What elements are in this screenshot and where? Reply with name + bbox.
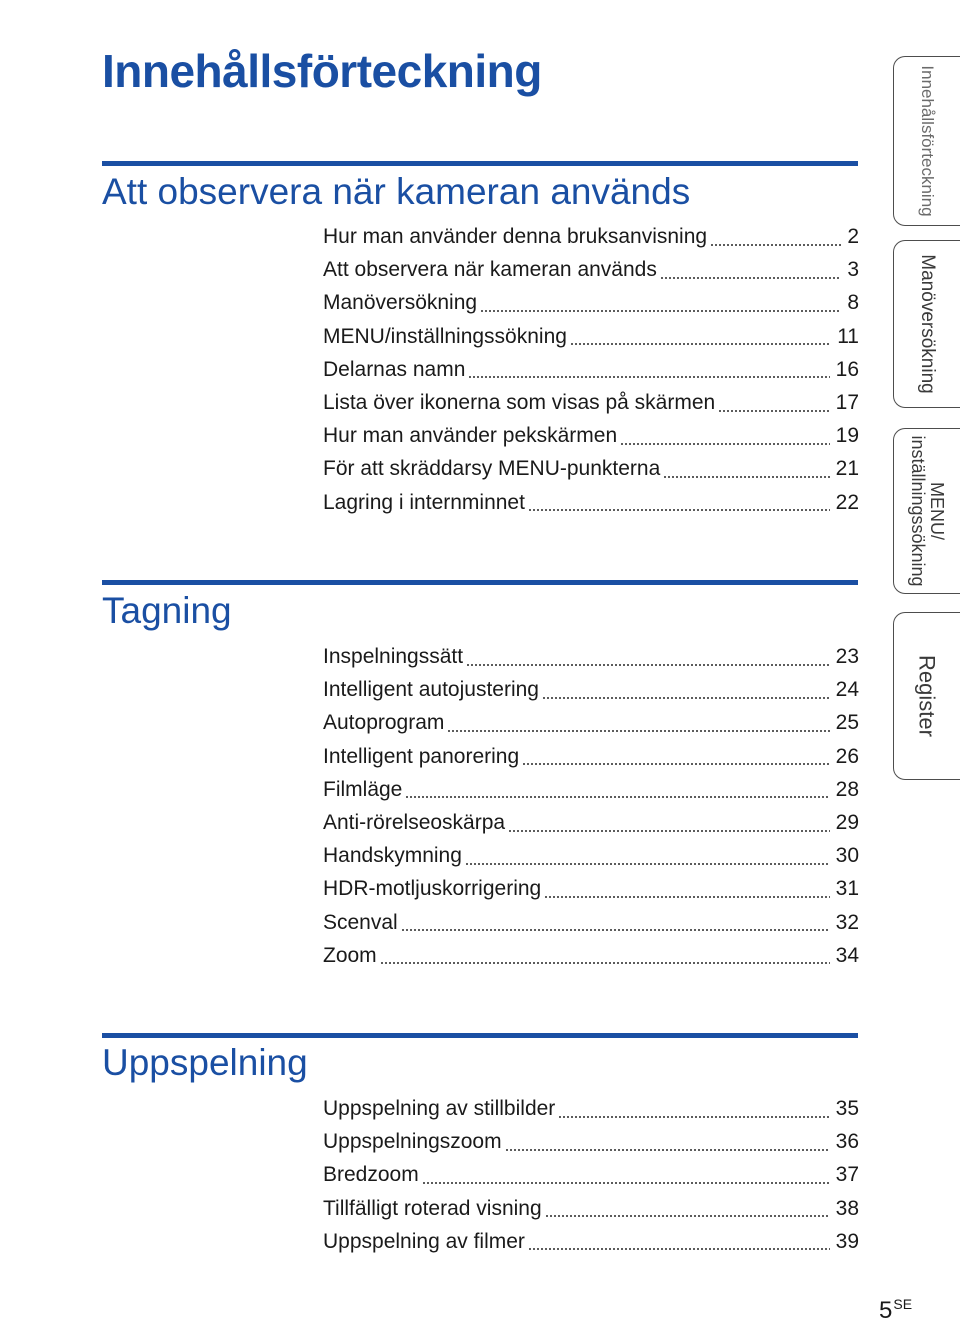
- dot-leader: [405, 796, 829, 798]
- tab-index-label: Register: [914, 655, 940, 737]
- toc-entry-page: 11: [837, 324, 859, 348]
- toc-entry-label: Delarnas namn: [323, 357, 466, 381]
- toc-entry-page: 35: [835, 1097, 859, 1120]
- toc-entry[interactable]: [323, 745, 859, 778]
- toc-entry-page: 19: [835, 424, 859, 448]
- toc-entry-label: Zoom: [323, 943, 377, 967]
- toc-entry[interactable]: [323, 424, 859, 457]
- dot-leader: [545, 1215, 830, 1217]
- section-rule: [102, 161, 858, 166]
- dot-leader: [480, 310, 841, 312]
- toc-entry-page: 21: [835, 457, 859, 481]
- toc-entry[interactable]: [323, 325, 859, 358]
- dot-leader: [522, 763, 830, 765]
- toc-entry-page: 22: [835, 490, 859, 514]
- dot-leader: [544, 896, 829, 898]
- toc-entry-label: Lagring i internminnet: [323, 490, 525, 514]
- dot-leader: [660, 277, 841, 279]
- toc-entry[interactable]: [323, 291, 859, 324]
- toc-entry-page: 25: [835, 711, 859, 735]
- dot-leader: [380, 962, 830, 964]
- tab-operation-search[interactable]: [893, 240, 960, 408]
- toc-entry-page: 23: [835, 645, 859, 668]
- toc-entry-page: 2: [847, 225, 859, 248]
- section-rule: [102, 580, 858, 585]
- toc-list: [323, 1097, 859, 1263]
- toc-entry-page: 28: [835, 777, 859, 801]
- toc-entry-label: Intelligent autojustering: [323, 678, 539, 702]
- toc-entry-label: Filmläge: [323, 777, 403, 801]
- toc-entry[interactable]: [323, 1230, 859, 1263]
- toc-entry-label: Uppspelningszoom: [323, 1130, 502, 1154]
- toc-entry[interactable]: [323, 811, 859, 844]
- toc-list: [323, 225, 859, 524]
- dot-leader: [447, 730, 829, 732]
- toc-entry-page: 3: [847, 258, 859, 282]
- section-title: Uppspelning: [102, 1042, 308, 1083]
- dot-leader: [466, 664, 830, 666]
- toc-entry-label: För att skräddarsy MENU-punkterna: [323, 457, 661, 481]
- dot-leader: [528, 1248, 830, 1250]
- toc-entry[interactable]: [323, 1130, 859, 1163]
- toc-entry-label: Handskymning: [323, 844, 462, 868]
- toc-entry[interactable]: [323, 678, 859, 711]
- tab-menu-line2: inställningssökning: [908, 435, 928, 587]
- toc-entry[interactable]: [323, 877, 859, 910]
- tab-menu-settings-search[interactable]: [893, 428, 960, 594]
- toc-entry[interactable]: [323, 1197, 859, 1230]
- toc-entry-label: Hur man använder pekskärmen: [323, 424, 618, 448]
- toc-entry-page: 39: [835, 1229, 859, 1253]
- toc-entry[interactable]: [323, 391, 859, 424]
- toc-entry-page: 30: [835, 844, 859, 868]
- toc-entry[interactable]: [323, 457, 859, 490]
- page-number-value: 5: [879, 1297, 893, 1324]
- dot-leader: [620, 443, 829, 445]
- toc-entry-label: Hur man använder denna bruksanvisning: [323, 225, 708, 248]
- dot-leader: [468, 376, 829, 378]
- tab-operation-search-label: Manöversökning: [916, 254, 938, 394]
- toc-entry-label: Uppspelning av stillbilder: [323, 1097, 556, 1120]
- toc-entry[interactable]: [323, 358, 859, 391]
- toc-entry-page: 38: [835, 1196, 859, 1220]
- dot-leader: [718, 410, 829, 412]
- page-number-suffix: SE: [893, 1296, 913, 1312]
- dot-leader: [528, 509, 830, 511]
- dot-leader: [465, 863, 830, 865]
- tab-index[interactable]: [893, 612, 960, 780]
- dot-leader: [570, 343, 831, 345]
- dot-leader: [505, 1149, 830, 1151]
- section-title: Att observera när kameran används: [102, 171, 691, 212]
- toc-list: [323, 645, 859, 977]
- page-number: [879, 1296, 912, 1325]
- tab-menu-settings-search-label: [908, 435, 946, 586]
- toc-entry[interactable]: [323, 911, 859, 944]
- toc-entry-label: MENU/inställningssökning: [323, 324, 567, 348]
- toc-entry-page: 24: [835, 678, 859, 702]
- toc-entry[interactable]: [323, 944, 859, 977]
- toc-entry-page: 34: [835, 943, 859, 967]
- toc-entry[interactable]: [323, 844, 859, 877]
- toc-entry[interactable]: [323, 258, 859, 291]
- toc-entry-label: Scenval: [323, 910, 398, 934]
- toc-entry[interactable]: [323, 1097, 859, 1130]
- section-rule: [102, 1033, 858, 1038]
- tab-menu-line1: MENU/: [926, 482, 947, 540]
- toc-entry-label: Att observera när kameran används: [323, 258, 657, 282]
- toc-entry-page: 37: [835, 1163, 859, 1187]
- toc-entry[interactable]: [323, 491, 859, 524]
- toc-entry[interactable]: [323, 778, 859, 811]
- toc-entry-page: 36: [835, 1130, 859, 1154]
- toc-entry-label: Uppspelning av filmer: [323, 1229, 525, 1253]
- toc-entry-label: Intelligent panorering: [323, 744, 520, 768]
- toc-entry-page: 31: [835, 877, 859, 901]
- toc-entry-label: Lista över ikonerna som visas på skärmen: [323, 390, 716, 414]
- toc-entry-label: Tillfälligt roterad visning: [323, 1196, 542, 1220]
- toc-entry[interactable]: [323, 645, 859, 678]
- tab-contents[interactable]: [893, 56, 960, 226]
- toc-entry-page: 17: [835, 390, 859, 414]
- dot-leader: [401, 929, 830, 931]
- toc-entry[interactable]: [323, 1163, 859, 1196]
- dot-leader: [558, 1116, 829, 1118]
- toc-entry-page: 32: [835, 910, 859, 934]
- toc-entry-label: Anti-rörelseoskärpa: [323, 810, 506, 834]
- toc-entry-page: 26: [835, 744, 859, 768]
- dot-leader: [663, 476, 829, 478]
- toc-entry-label: HDR-motljuskorrigering: [323, 877, 542, 901]
- dot-leader: [422, 1182, 830, 1184]
- section-title: Tagning: [102, 590, 232, 631]
- toc-entry[interactable]: [323, 711, 859, 744]
- toc-entry-label: Manöversökning: [323, 291, 478, 315]
- dot-leader: [542, 697, 830, 699]
- toc-entry-page: 16: [835, 357, 859, 381]
- toc-entry-label: Inspelningssätt: [323, 645, 464, 668]
- dot-leader: [710, 244, 841, 246]
- page-title: Innehållsförteckning: [102, 45, 542, 97]
- toc-entry-page: 29: [835, 810, 859, 834]
- toc-entry-label: Bredzoom: [323, 1163, 419, 1187]
- toc-entry-page: 8: [847, 291, 859, 315]
- dot-leader: [508, 830, 830, 832]
- toc-entry-label: Autoprogram: [323, 711, 445, 735]
- tab-contents-label: Innehållsförteckning: [917, 65, 937, 217]
- toc-entry[interactable]: [323, 225, 859, 258]
